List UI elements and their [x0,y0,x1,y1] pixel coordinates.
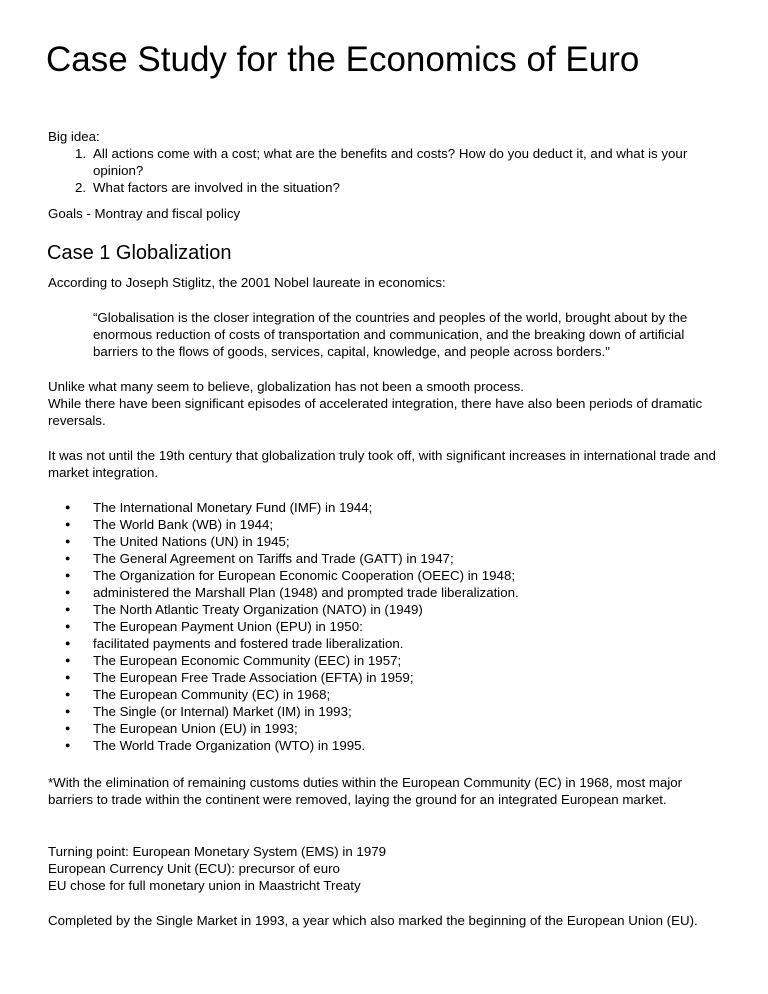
list-text: The General Agreement on Tariffs and Trade (GATT) in 1947; [93,551,454,566]
list-text: The World Trade Organization (WTO) in 1995. [93,738,366,753]
bullet-icon: ● [65,706,71,716]
list-text: The European Payment Union (EPU) in 1950: [93,619,363,634]
list-item [48,686,728,703]
big-idea-list [48,145,728,196]
list-item [48,533,728,550]
bullet-icon: ● [65,723,71,733]
bullet-icon: ● [65,536,71,546]
list-item [48,618,728,635]
list-item [48,669,728,686]
bullet-icon: ● [65,502,71,512]
note-paragraph: *With the elimination of remaining customs duties within the European Community (EC) in 1968, most major barriers to trade within the continent were removed, laying the ground for an integrated European market. [48,775,683,807]
list-text: The European Community (EC) in 1968; [93,687,331,702]
list-item [48,145,728,179]
list-text: The North Atlantic Treaty Organization (NATO) in (1949) [93,602,423,617]
list-item [48,652,728,669]
list-text: The World Bank (WB) in 1944; [93,517,274,532]
bullet-icon: ● [65,621,71,631]
list-text: The Organization for European Economic Cooperation (OEEC) in 1948; [93,568,516,583]
list-number: 2. [75,180,87,195]
list-text: The International Monetary Fund (IMF) in 1944; [93,500,373,515]
list-item [48,720,728,737]
list-item [48,635,728,652]
turning-line: European Currency Unit (ECU): precursor of euro [48,861,340,876]
list-item [48,584,728,601]
big-idea-section [48,128,728,196]
list-item [48,179,728,196]
list-item [48,703,728,720]
list-item [48,567,728,584]
list-item [48,737,728,754]
list-item [48,516,728,533]
completed-paragraph: Completed by the Single Market in 1993, a year which also marked the beginning of the European Union (EU). [48,913,698,928]
bullet-icon: ● [65,638,71,648]
list-text: The European Union (EU) in 1993; [93,721,298,736]
turning-line: EU chose for full monetary union in Maastricht Treaty [48,878,361,893]
bullet-icon: ● [65,587,71,597]
list-text: facilitated payments and fostered trade liberalization. [93,636,404,651]
document-title: Case Study for the Economics of Euro [46,40,640,79]
list-text: The United Nations (UN) in 1945; [93,534,290,549]
paragraph-2: It was not until the 19th century that globalization truly took off, with significant increases in international trade and market integration. [48,448,716,480]
bullet-icon: ● [65,740,71,750]
stiglitz-quote: “Globalisation is the closer integration of the countries and peoples of the world, brought about by the enormous reduction of costs of transportation and communication, and the breaking down of artificial barriers to the flows of goods, services, capital, knowledge, and people across borders." [93,310,688,359]
list-number: 1. [75,146,87,161]
goals-text: Goals - Montray and fiscal policy [48,206,241,221]
bullet-icon: ● [65,672,71,682]
list-text: The European Free Trade Association (EFTA) in 1959; [93,670,414,685]
paragraph-line: Unlike what many seem to believe, globalization has not been a smooth process. [48,379,525,394]
bullet-icon: ● [65,519,71,529]
big-idea-label: Big idea: [48,129,100,144]
bullet-icon: ● [65,655,71,665]
list-item [48,601,728,618]
intro-text: According to Joseph Stiglitz, the 2001 Nobel laureate in economics: [48,275,446,290]
bullet-icon: ● [65,570,71,580]
paragraph-1 [48,378,728,429]
list-text: All actions come with a cost; what are the benefits and costs? How do you deduct it, and what is your opinion? [93,146,688,178]
section-heading: Case 1 Globalization [47,242,232,264]
list-text: The Single (or Internal) Market (IM) in 1993; [93,704,352,719]
list-text: The European Economic Community (EEC) in 1957; [93,653,402,668]
bullet-icon: ● [65,604,71,614]
list-text: administered the Marshall Plan (1948) and prompted trade liberalization. [93,585,519,600]
list-item [48,499,728,516]
turning-point-section [48,843,728,894]
paragraph-line: While there have been significant episodes of accelerated integration, there have also been periods of dramatic reversals. [48,396,703,428]
list-text: What factors are involved in the situation? [93,180,340,195]
turning-line: Turning point: European Monetary System (EMS) in 1979 [48,844,387,859]
bullet-icon: ● [65,689,71,699]
list-item [48,550,728,567]
bullet-icon: ● [65,553,71,563]
institutions-list [48,499,728,754]
